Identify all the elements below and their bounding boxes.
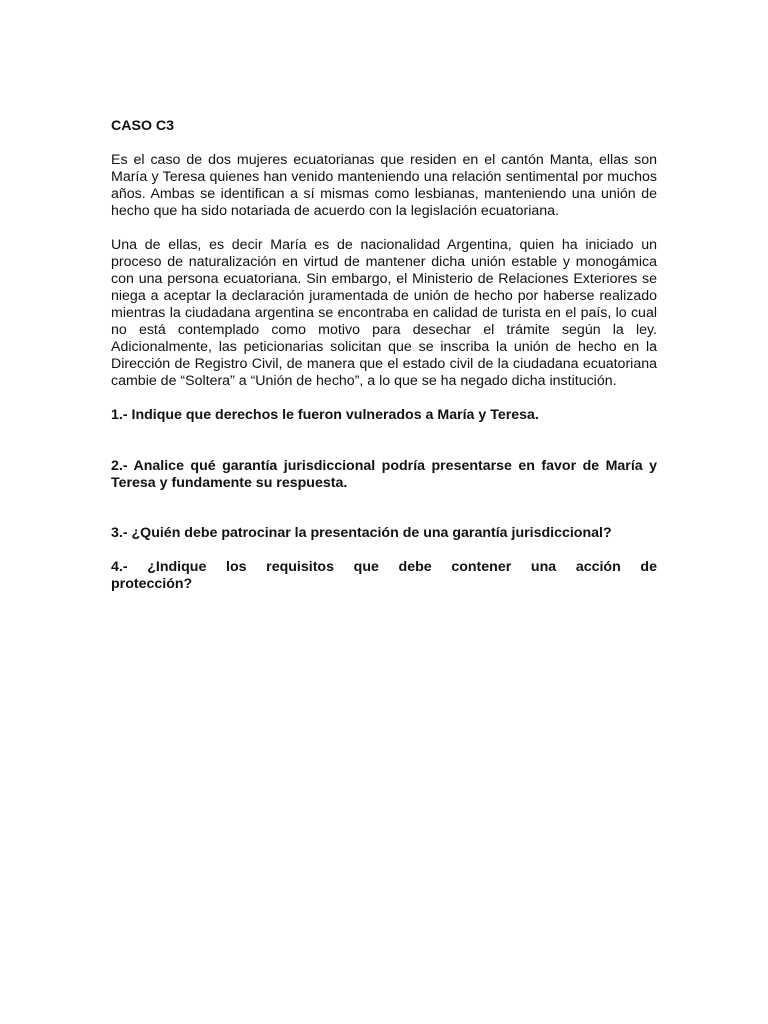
document-title: CASO C3 <box>111 118 175 134</box>
question-3: 3.- ¿Quién debe patrocinar la presentación de una garantía jurisdiccional? <box>111 525 612 541</box>
question-4 <box>111 559 657 593</box>
question-2: 2.- Analice qué garantía jurisdiccional podría presentarse en favor de María y Teresa y fundamente su respuesta. <box>111 458 657 491</box>
case-paragraph-2: Una de ellas, es decir María es de nacionalidad Argentina, quien ha iniciado un proceso de naturalización en virtud de mantener dicha unión estable y monogámica con una persona ecuatoriana. Sin embargo, el Ministerio de Relaciones Exteriores se niega a aceptar la declaración juramentada de unión de hecho por haberse realizado mientras la ciudadana argentina se encontraba en calidad de turista en el país, lo cual no está contemplado como motivo para desechar el trámite según la ley. Adicionalmente, las peticionarias solicitan que se inscriba la unión de hecho en la Dirección de Registro Civil, de manera que el estado civil de la ciudadana ecuatoriana cambie de “Soltera” a “Unión de hecho”, a lo que se ha negado dicha institución. <box>111 237 657 389</box>
question-1: 1.- Indique que derechos le fueron vulnerados a María y Teresa. <box>111 407 539 423</box>
case-paragraph-1: Es el caso de dos mujeres ecuatorianas que residen en el cantón Manta, ellas son María y Teresa quienes han venido manteniendo una relación sentimental por muchos años. Ambas se identifican a sí mismas como lesbianas, manteniendo una unión de hecho que ha sido notariada de acuerdo con la legislación ecuatoriana. <box>111 152 657 219</box>
question-4-line-1: 4.- ¿Indique los requisitos que debe contener una acción de <box>111 559 657 575</box>
question-4-line-2: protección? <box>111 576 193 592</box>
document-page <box>111 118 657 593</box>
